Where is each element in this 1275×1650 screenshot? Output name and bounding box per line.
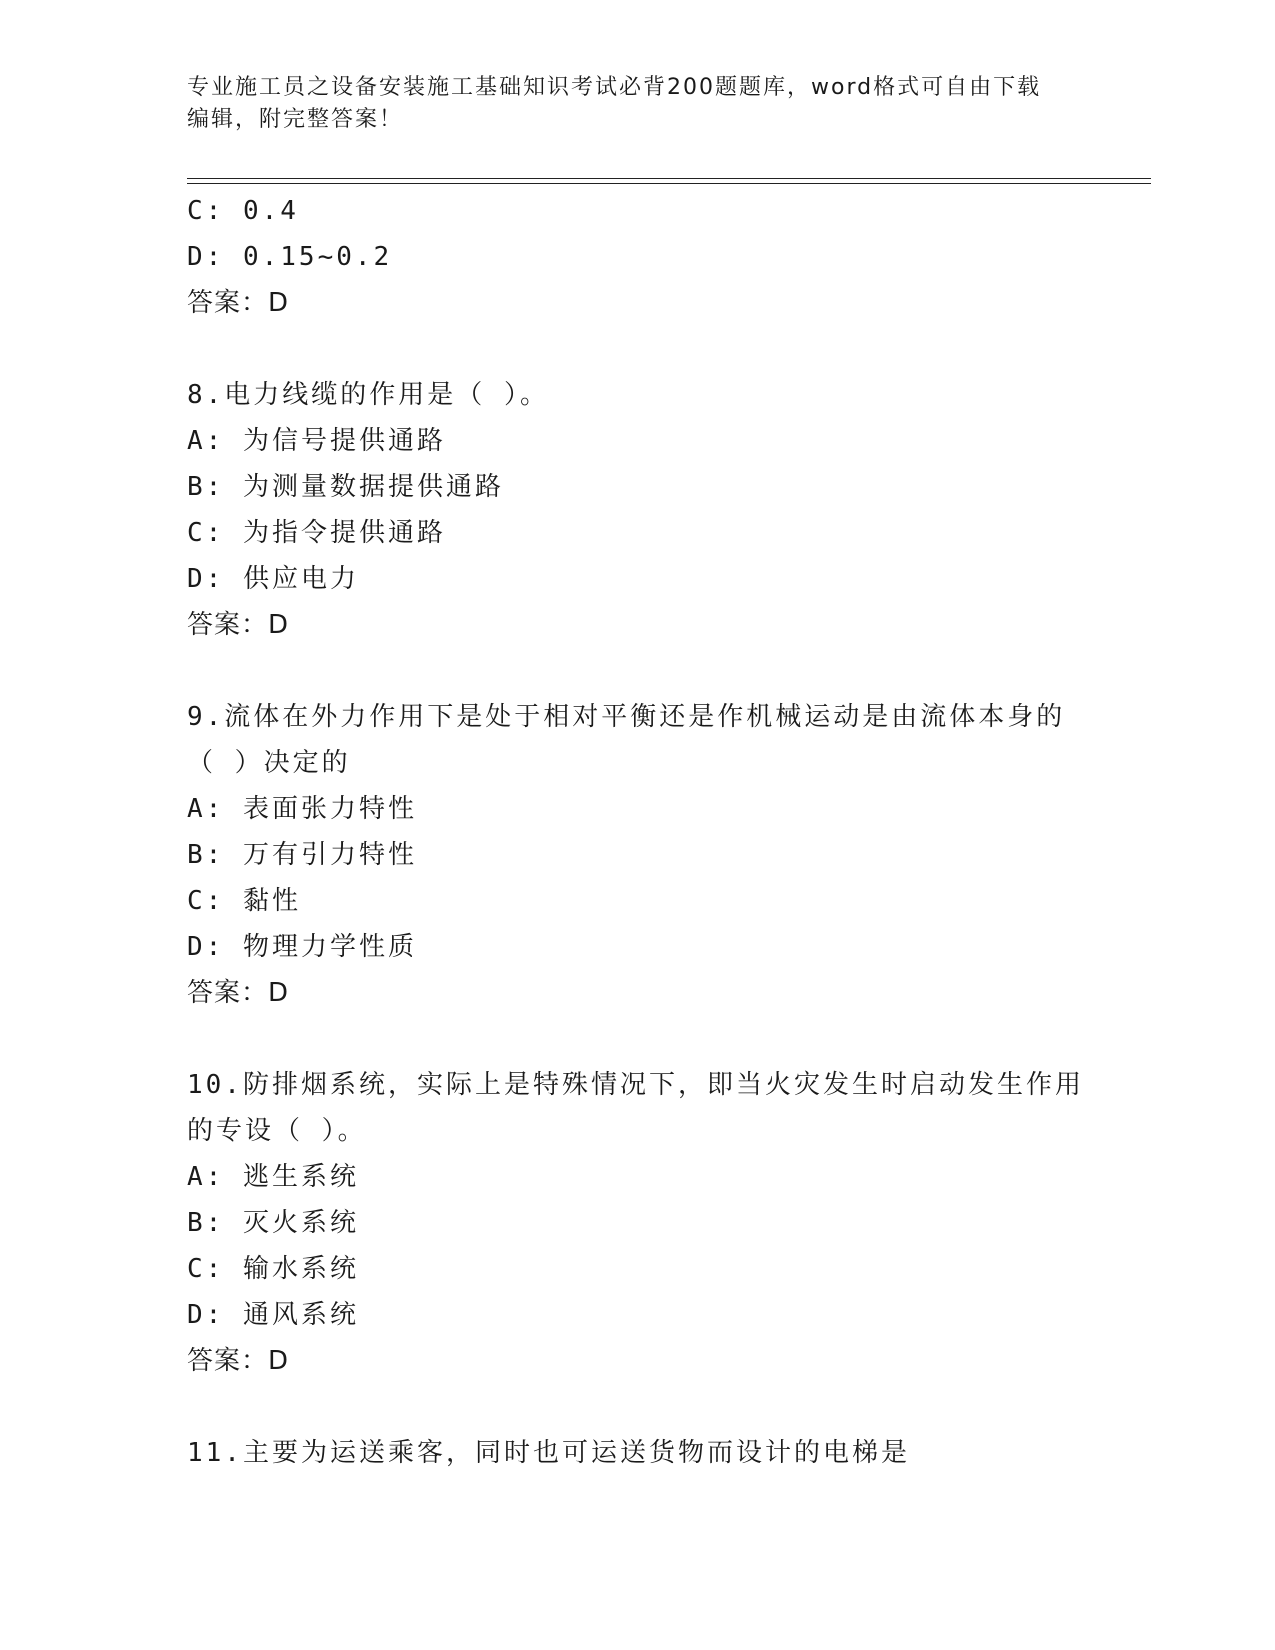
spacer: [187, 326, 1147, 372]
spacer: [187, 648, 1147, 694]
option-c: C: 为指令提供通路: [187, 518, 446, 548]
option-d: D: 通风系统: [187, 1300, 359, 1330]
answer-line: 答案：D: [187, 978, 290, 1008]
question-list: [187, 188, 1147, 1476]
header-divider-top: [187, 178, 1151, 179]
question-stem-continued: （ ）决定的: [187, 748, 351, 778]
header-divider-bottom: [187, 183, 1151, 184]
spacer: [187, 1016, 1147, 1062]
option-d: D: 供应电力: [187, 564, 359, 594]
option-c: C: 输水系统: [187, 1254, 359, 1284]
header-title-line-1: 专业施工员之设备安装施工基础知识考试必背200题题库，word格式可自由下载: [187, 75, 1042, 100]
header-title-line-2: 编辑，附完整答案！: [187, 107, 404, 132]
question-10: [187, 1062, 1147, 1384]
question-stem: 11.主要为运送乘客，同时也可运送货物而设计的电梯是: [187, 1438, 910, 1468]
option-d: D: 0.15~0.2: [187, 242, 393, 272]
answer-line: 答案：D: [187, 610, 290, 640]
option-b: B: 为测量数据提供通路: [187, 472, 504, 502]
option-a: A: 为信号提供通路: [187, 426, 446, 456]
question-stem: 8.电力线缆的作用是（ ）。: [187, 380, 549, 410]
option-a: A: 逃生系统: [187, 1162, 359, 1192]
question-partial: [187, 188, 1147, 326]
document-header: [187, 72, 1087, 136]
answer-line: 答案：D: [187, 1346, 290, 1376]
spacer: [187, 1384, 1147, 1430]
option-c: C: 0.4: [187, 196, 299, 226]
option-d: D: 物理力学性质: [187, 932, 417, 962]
question-8: [187, 372, 1147, 648]
question-stem-continued: 的专设（ ）。: [187, 1116, 367, 1146]
question-9: [187, 694, 1147, 1016]
answer-line: 答案：D: [187, 288, 290, 318]
question-11: [187, 1430, 1147, 1476]
option-c: C: 黏性: [187, 886, 301, 916]
option-a: A: 表面张力特性: [187, 794, 417, 824]
question-stem: 10.防排烟系统，实际上是特殊情况下，即当火灾发生时启动发生作用: [187, 1070, 1084, 1100]
question-stem: 9.流体在外力作用下是处于相对平衡还是作机械运动是由流体本身的: [187, 702, 1066, 732]
option-b: B: 灭火系统: [187, 1208, 359, 1238]
option-b: B: 万有引力特性: [187, 840, 417, 870]
